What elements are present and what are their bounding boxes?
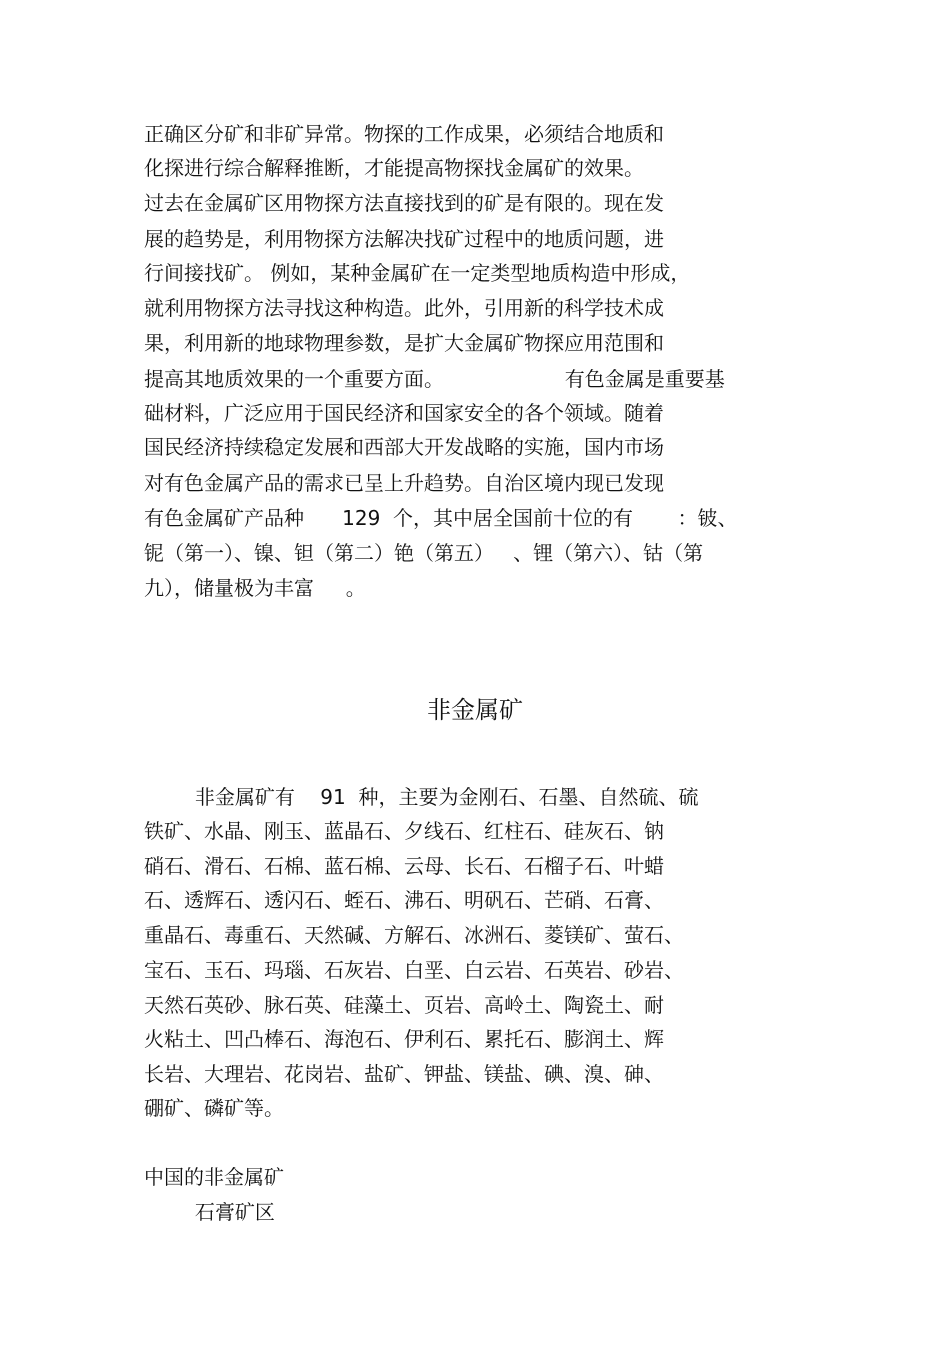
line: 重晶石、毒重石、天然碱、方解石、冰洲石、菱镁矿、萤石、 [144,923,684,947]
line: 火粘土、凹凸棒石、海泡石、伊利石、累托石、膨润土、辉 [144,1027,664,1051]
section-title: 非金属矿 [427,696,523,724]
line: 提高其地质效果的一个重要方面。 有色金属是重要基 [144,367,725,391]
line: 有色金属矿产品种 129 个，其中居全国前十位的有 ：铍、 [144,506,738,530]
line: 长岩、大理岩、花岗岩、盐矿、钾盐、镁盐、碘、溴、砷、 [144,1062,664,1086]
line: 铁矿、水晶、刚玉、蓝晶石、夕线石、红柱石、硅灰石、钠 [144,819,664,843]
line: 非金属矿有 91 种，主要为金刚石、石墨、自然硫、硫 [144,785,699,809]
line: 九），储量极为丰富 。 [144,576,366,600]
line: 对有色金属产品的需求已呈上升趋势。自治区境内现已发现 [144,471,664,495]
line: 天然石英砂、脉石英、硅藻土、页岩、高岭土、陶瓷土、耐 [144,993,664,1017]
section-heading: 中国的非金属矿 [144,1165,284,1189]
line: 展的趋势是，利用物探方法解决找矿过程中的地质问题，进 [144,227,664,251]
line: 化探进行综合解释推断，才能提高物探找金属矿的效果。 [144,156,644,180]
line: 硝石、滑石、石棉、蓝石棉、云母、长石、石榴子石、叶蜡 [144,854,664,878]
line: 果，利用新的地球物理参数，是扩大金属矿物探应用范围和 [144,331,664,355]
line: 就利用物探方法寻找这种构造。此外，引用新的科学技术成 [144,296,664,320]
line: 过去在金属矿区用物探方法直接找到的矿是有限的。现在发 [144,191,664,215]
line: 正确区分矿和非矿异常。物探的工作成果，必须结合地质和 [144,122,664,146]
line: 国民经济持续稳定发展和西部大开发战略的实施，国内市场 [144,435,664,459]
line: 石、透辉石、透闪石、蛭石、沸石、明矾石、芒硝、石膏、 [144,888,664,912]
line: 行间接找矿。 例如，某种金属矿在一定类型地质构造中形成， [144,261,691,285]
line: 硼矿、磷矿等。 [144,1096,284,1120]
line: 铌（第一）、镍、钽（第二）铯（第五） 、锂（第六）、钴（第 [144,541,704,565]
line: 础材料，广泛应用于国民经济和国家安全的各个领域。随着 [144,401,664,425]
line: 宝石、玉石、玛瑙、石灰岩、白垩、白云岩、石英岩、砂岩、 [144,958,684,982]
section-subheading: 石膏矿区 [144,1200,275,1224]
